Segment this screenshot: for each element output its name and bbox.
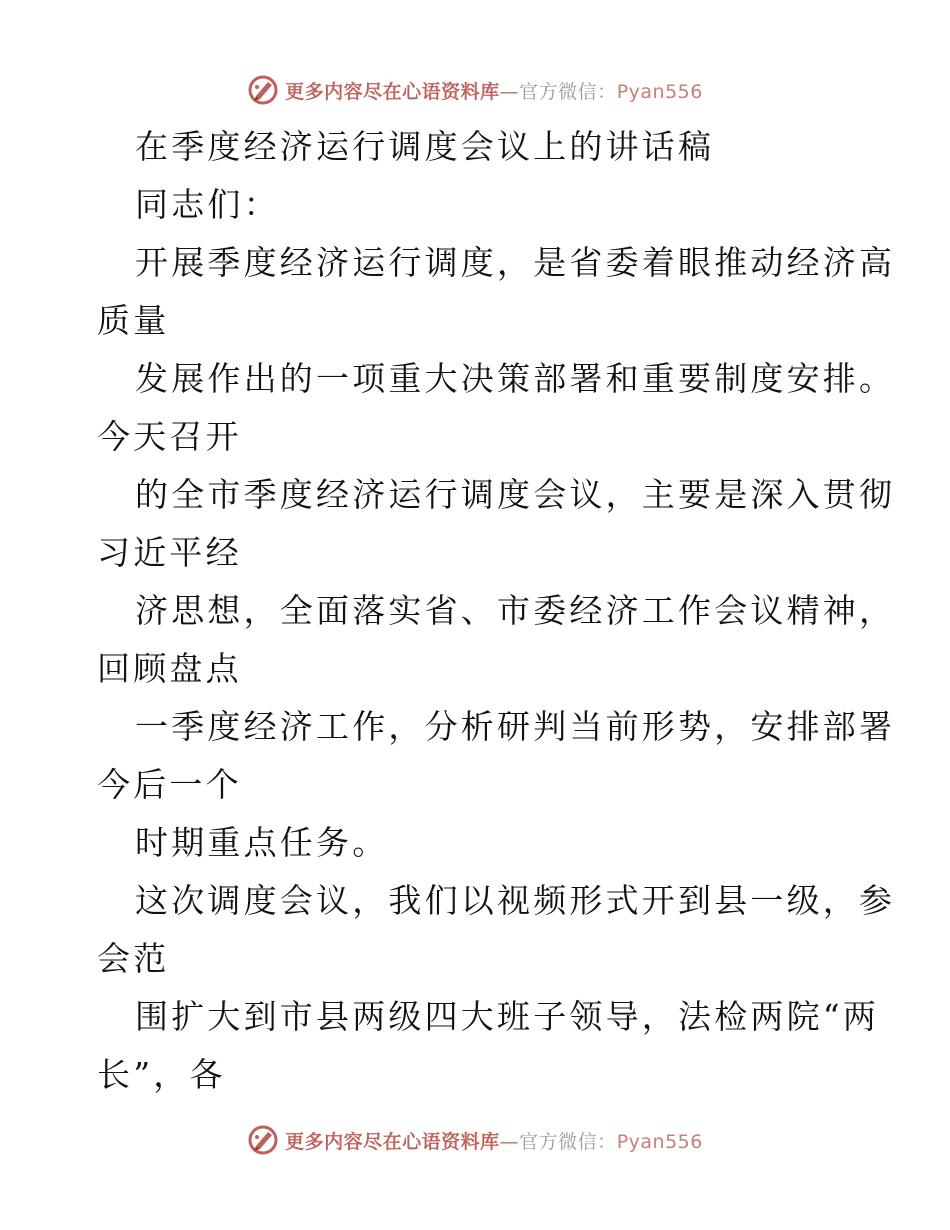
salutation: 同志们：	[135, 185, 280, 224]
footer-banner-text	[285, 1127, 703, 1154]
header-banner	[0, 73, 950, 107]
footer-banner-dash: —	[499, 1130, 520, 1153]
text-line: 的全市季度经济运行调度会议，主要是深入贯彻	[135, 475, 896, 514]
header-banner-main: 更多内容尽在心语资料库	[285, 80, 500, 103]
document-body	[97, 118, 896, 1104]
text-line: 习近平经	[97, 533, 242, 572]
text-line: 会范	[97, 939, 170, 978]
header-banner-label: 官方微信：	[519, 80, 617, 103]
header-banner-dash: —	[499, 80, 520, 103]
footer-banner-main: 更多内容尽在心语资料库	[285, 1130, 500, 1153]
pen-logo-icon	[247, 1124, 279, 1156]
footer-banner	[0, 1123, 950, 1157]
text-line: 一季度经济工作，分析研判当前形势，安排部署	[135, 707, 896, 746]
text-line: 围扩大到市县两级四大班子领导，法检两院“两	[135, 997, 880, 1036]
text-line: 今天召开	[97, 417, 242, 456]
text-line: 今后一个	[97, 765, 242, 804]
header-banner-text	[285, 77, 703, 104]
footer-banner-label: 官方微信：	[519, 1130, 617, 1153]
text-line: 长”，各	[97, 1055, 226, 1094]
document-title: 在季度经济运行调度会议上的讲话稿	[135, 127, 715, 166]
footer-banner-handle: Pyan556	[616, 1130, 703, 1153]
pen-logo-icon	[247, 74, 279, 106]
text-line: 发展作出的一项重大决策部署和重要制度安排。	[135, 359, 896, 398]
header-banner-handle: Pyan556	[616, 80, 703, 103]
text-line: 济思想，全面落实省、市委经济工作会议精神，	[135, 591, 896, 630]
text-line: 这次调度会议，我们以视频形式开到县一级，参	[135, 881, 896, 920]
footer-banner-inner	[247, 1124, 703, 1156]
text-line: 时期重点任务。	[135, 823, 389, 862]
text-line: 质量	[97, 301, 170, 340]
text-line: 回顾盘点	[97, 649, 242, 688]
header-banner-inner	[247, 74, 703, 106]
text-line: 开展季度经济运行调度，是省委着眼推动经济高	[135, 243, 896, 282]
